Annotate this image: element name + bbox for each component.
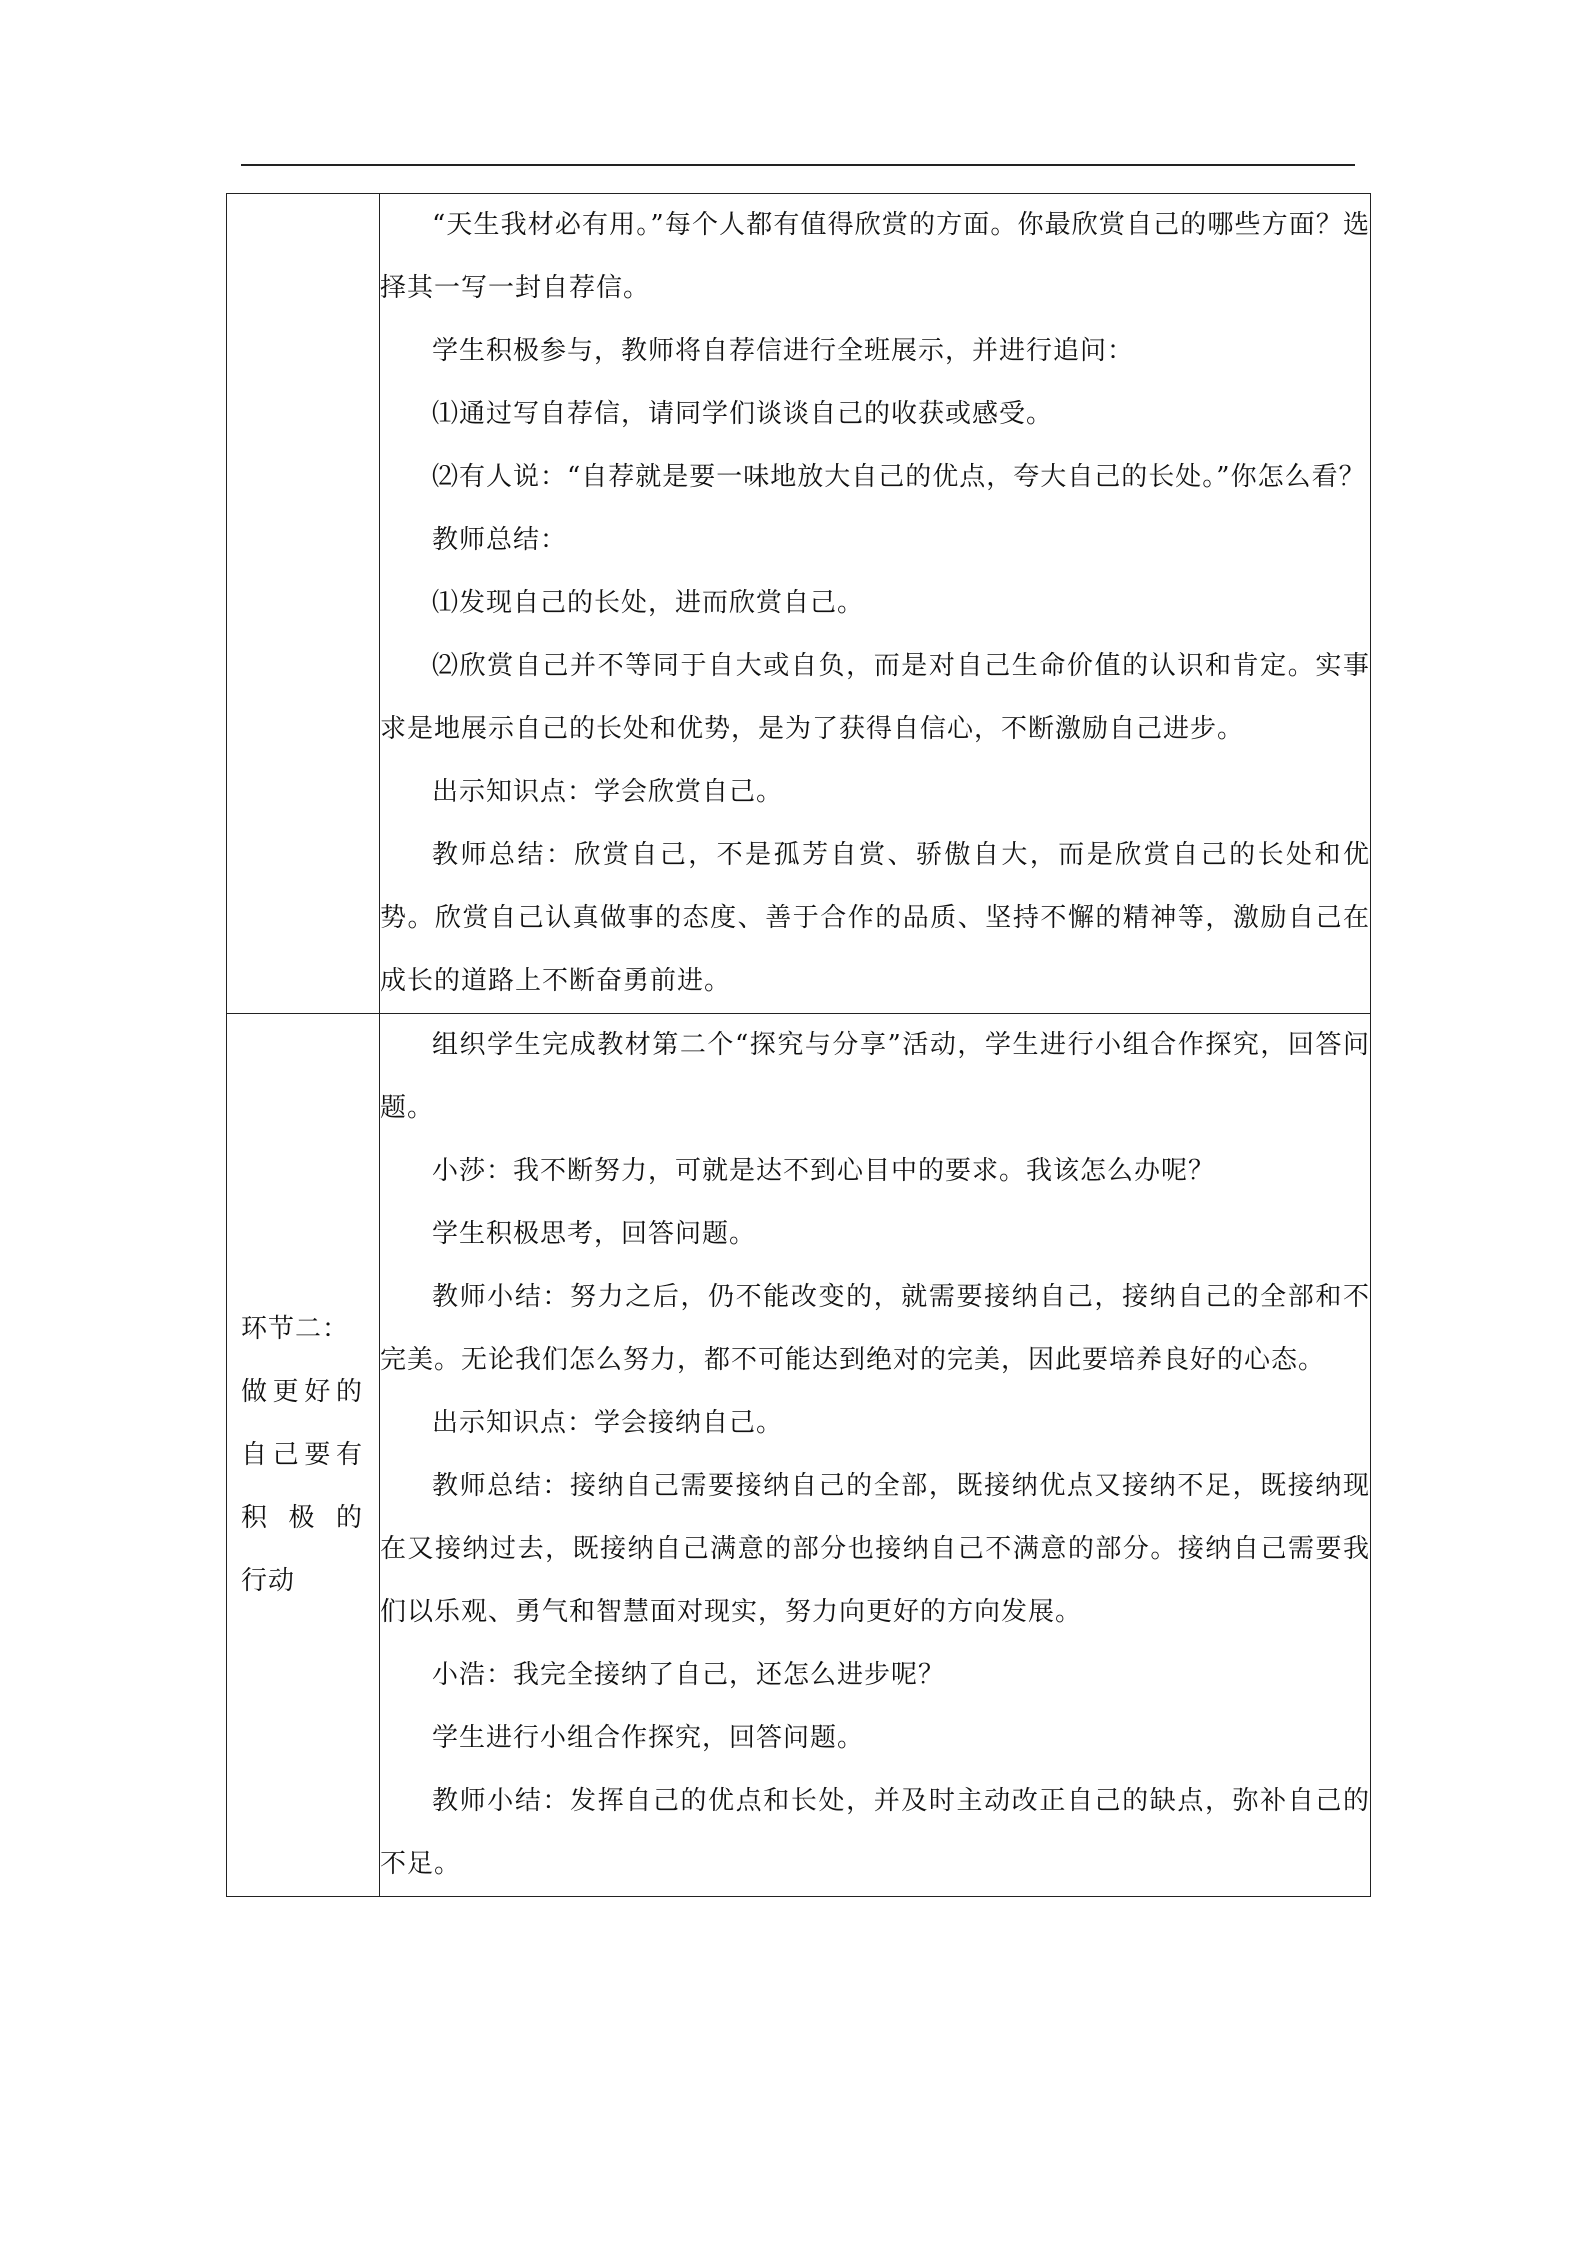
paragraph: 出示知识点：学会欣赏自己。 bbox=[432, 777, 784, 807]
section-two-content bbox=[380, 1014, 1371, 1897]
section-two-label-cell bbox=[227, 1014, 380, 1897]
paragraph: 组织学生完成教材第二个“探究与分享”活动，学生进行小组合作探究，回答问题。 bbox=[380, 1030, 1370, 1123]
paragraph: 学生积极思考，回答问题。 bbox=[432, 1219, 757, 1249]
paragraph: 出示知识点：学会接纳自己。 bbox=[432, 1408, 784, 1438]
paragraph: 小莎：我不断努力，可就是达不到心目中的要求。我该怎么办呢？ bbox=[432, 1156, 1216, 1186]
paragraph: 教师小结：努力之后，仍不能改变的，就需要接纳自己，接纳自己的全部和不完美。无论我们怎么努力，都不可能达到绝对的完美，因此要培养良好的心态。 bbox=[380, 1282, 1370, 1375]
section-two-label-line: 做更好的 bbox=[241, 1376, 363, 1407]
section-two-label-line: 环节二： bbox=[241, 1313, 350, 1344]
paragraph: 教师总结：欣赏自己，不是孤芳自赏、骄傲自大，而是欣赏自己的长处和优势。欣赏自己认真做事的态度、善于合作的品质、坚持不懈的精神等，激励自己在成长的道路上不断奋勇前进。 bbox=[380, 840, 1370, 996]
paragraph: ⑵欣赏自己并不等同于自大或自负，而是对自己生命价值的认识和肯定。实事求是地展示自己的长处和优势，是为了获得自信心，不断激励自己进步。 bbox=[380, 651, 1370, 744]
paragraph: ⑴发现自己的长处，进而欣赏自己。 bbox=[432, 588, 865, 618]
section-one-content bbox=[380, 194, 1371, 1014]
paragraph: 小浩：我完全接纳了自己，还怎么进步呢？ bbox=[432, 1660, 946, 1690]
paragraph: 教师小结：发挥自己的优点和长处，并及时主动改正自己的缺点，弥补自己的不足。 bbox=[380, 1786, 1370, 1879]
paragraph: ⑴通过写自荐信，请同学们谈谈自己的收获或感受。 bbox=[432, 399, 1054, 429]
paragraph: ⑵有人说：“自荐就是要一味地放大自己的优点，夸大自己的长处。”你怎么看？ bbox=[432, 462, 1366, 492]
paragraph: 教师总结：接纳自己需要接纳自己的全部，既接纳优点又接纳不足，既接纳现在又接纳过去，既接纳自己满意的部分也接纳自己不满意的部分。接纳自己需要我们以乐观、勇气和智慧面对现实，努力向更好的方向发展。 bbox=[380, 1471, 1370, 1627]
section-two-label bbox=[241, 1298, 363, 1613]
section-two-label-line: 积 极 的 bbox=[241, 1502, 363, 1533]
header-rule bbox=[241, 164, 1355, 166]
table-row-section-two bbox=[227, 1014, 1371, 1897]
paragraph: 教师总结： bbox=[432, 525, 568, 555]
paragraph: 学生积极参与，教师将自荐信进行全班展示，并进行追问： bbox=[432, 336, 1135, 366]
paragraph: 学生进行小组合作探究，回答问题。 bbox=[432, 1723, 865, 1753]
section-one-label-cell bbox=[227, 194, 380, 1014]
section-two-label-line: 行动 bbox=[241, 1565, 296, 1596]
table-row-section-one bbox=[227, 194, 1371, 1014]
lesson-plan-table bbox=[226, 193, 1371, 1897]
paragraph: “天生我材必有用。”每个人都有值得欣赏的方面。你最欣赏自己的哪些方面？选择其一写一封自荐信。 bbox=[380, 210, 1370, 303]
section-two-label-line: 自己要有 bbox=[241, 1439, 363, 1470]
